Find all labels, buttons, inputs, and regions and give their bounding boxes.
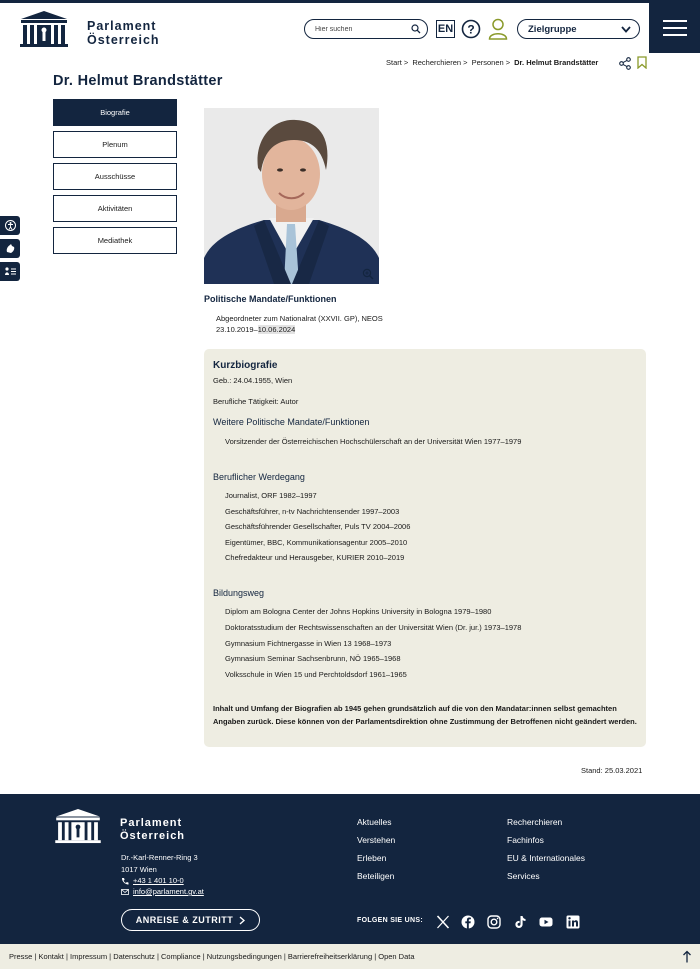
birth-info: Geb.: 24.04.1955, Wien [213,376,293,385]
list-item: Gymnasium Fichtnergasse in Wien 13 1968–1973 [225,639,392,648]
chevron-down-icon [621,26,631,33]
list-item: Diplom am Bologna Center der Johns Hopkins University in Bologna 1979–1980 [225,607,492,616]
youtube-icon[interactable] [539,915,553,929]
menu-bar [663,27,687,29]
breadcrumb-personen[interactable]: Personen > [471,58,511,67]
logo-text[interactable] [87,20,160,47]
footer-nav-services[interactable]: Services [507,871,540,881]
kurzbiografie-box [204,349,646,747]
arrow-up-icon[interactable] [682,950,692,963]
easy-language-button[interactable] [0,262,20,281]
logo-line1: Parlament [87,19,157,33]
list-item: Journalist, ORF 1982–1997 [225,491,317,500]
footer-nav-erleben[interactable]: Erleben [357,853,387,863]
search-icon[interactable] [411,24,421,34]
portrait-image [204,108,379,284]
svg-text:?: ? [467,22,475,37]
mandate-line: Abgeordneter zum Nationalrat (XXVII. GP), NEOS [216,314,383,323]
bildungsweg-heading: Bildungsweg [213,588,265,598]
portrait-photo[interactable] [204,108,379,284]
tab-mediathek[interactable]: Mediathek [53,227,177,254]
breadcrumb-start[interactable]: Start > [386,58,409,67]
address-line1: Dr.-Karl-Renner-Ring 3 [121,853,198,862]
list-item: Volksschule in Wien 15 und Perchtoldsdorf 1961–1965 [225,670,407,679]
footer-logo-text[interactable] [120,817,185,843]
werdegang-heading: Beruflicher Werdegang [213,472,305,482]
breadcrumb-recherchieren[interactable]: Recherchieren > [412,58,468,67]
bookmark-icon[interactable] [637,56,647,69]
page-title: Dr. Helmut Brandstätter [53,73,223,89]
share-icon[interactable] [619,57,631,70]
breadcrumb-current: Dr. Helmut Brandstätter [514,58,599,67]
tab-plenum[interactable]: Plenum [53,131,177,158]
zielgruppe-label: Zielgruppe [528,23,577,35]
phone-link[interactable]: +43 1 401 10-0 [133,876,184,885]
footer-nav-aktuelles[interactable]: Aktuelles [357,817,392,827]
email-link[interactable]: info@parlament.gv.at [133,887,204,896]
anreise-zutritt-button[interactable] [121,909,260,931]
address-line2: 1017 Wien [121,865,157,874]
language-switch-button[interactable]: EN [436,20,455,38]
top-strip [0,0,700,3]
anreise-label: ANREISE & ZUTRITT [135,915,234,925]
footer-nav-recherchieren[interactable]: Recherchieren [507,817,563,827]
parliament-logo-icon[interactable] [19,10,69,48]
zielgruppe-dropdown[interactable] [517,19,640,39]
chevron-right-icon [239,916,245,925]
footer-logo-line2: Österreich [120,830,186,842]
bio-disclaimer: Inhalt und Umfang der Biografien ab 1945 gehen grundsätzlich auf die von den Mandatar:innen selbst gemachten Angaben zurück. Diese können von der Parlamentsdirektion ohne Zustimmung der Betroffenen nicht geändert werden. [213,704,637,726]
footer-nav-eu[interactable]: EU & Internationales [507,853,585,863]
footer-nav-fachinfos[interactable]: Fachinfos [507,835,544,845]
list-item: Vorsitzender der Österreichischen Hochschülerschaft an der Universität Wien 1977–1979 [225,437,522,446]
phone-icon [121,877,129,885]
search-input[interactable] [315,26,411,33]
list-item: Eigentümer, BBC, Kommunikationsagentur 2005–2010 [225,538,408,547]
stand-date: Stand: 25.03.2021 [581,766,643,775]
sign-language-button[interactable] [0,239,20,258]
easy-language-icon [4,266,17,277]
mandate-start: 23.10.2019– [216,325,258,334]
list-item: Chefredakteur und Herausgeber, KURIER 2010–2019 [225,553,405,562]
help-icon[interactable] [461,19,481,39]
list-item: Geschäftsführender Gesellschafter, Puls TV 2004–2006 [225,522,411,531]
sign-language-icon [5,243,16,254]
tab-ausschuesse[interactable]: Ausschüsse [53,163,177,190]
mandate-period [216,325,295,334]
footer-nav-beteiligen[interactable]: Beteiligen [357,871,395,881]
linkedin-icon[interactable] [566,915,580,929]
facebook-icon[interactable] [461,915,475,929]
breadcrumb [386,58,598,67]
search-box[interactable] [304,19,428,39]
instagram-icon[interactable] [487,915,501,929]
tab-biografie[interactable]: Biografie [53,99,177,126]
menu-bar [663,20,687,22]
accessibility-icon [5,220,16,231]
list-item: Gymnasium Seminar Sachsenbrunn, NÖ 1965–1968 [225,654,401,663]
user-icon[interactable] [488,18,508,40]
tab-aktivitaeten[interactable]: Aktivitäten [53,195,177,222]
list-item: Doktoratsstudium der Rechtswissenschaften an der Universität Wien (Dr. jur.) 1973–1978 [225,623,522,632]
kurzbiografie-heading: Kurzbiografie [213,360,278,371]
legal-links[interactable]: Presse | Kontakt | Impressum | Datenschutz | Compliance | Nutzungsbedingungen | Barrierefreiheitserklärung | Open Data [9,952,415,961]
occupation-info: Berufliche Tätigkeit: Autor [213,397,299,406]
footer [0,794,700,944]
tiktok-icon[interactable] [513,915,527,929]
footer-parliament-logo-icon[interactable] [53,808,103,844]
weitere-mandate-heading: Weitere Politische Mandate/Funktionen [213,417,370,427]
menu-button[interactable] [649,3,700,53]
menu-bar [663,34,687,36]
email-icon [121,888,129,896]
footer-nav-verstehen[interactable]: Verstehen [357,835,396,845]
footer-logo-line1: Parlament [120,817,183,829]
mandate-heading: Politische Mandate/Funktionen [204,294,337,304]
mandate-end: 10.06.2024 [257,325,296,334]
zoom-icon[interactable] [362,268,374,280]
x-icon[interactable] [436,915,450,929]
follow-us-label: FOLGEN SIE UNS: [357,917,423,924]
accessibility-button[interactable] [0,216,20,235]
list-item: Geschäftsführer, n-tv Nachrichtensender 1997–2003 [225,507,400,516]
logo-line2: Österreich [87,32,160,47]
